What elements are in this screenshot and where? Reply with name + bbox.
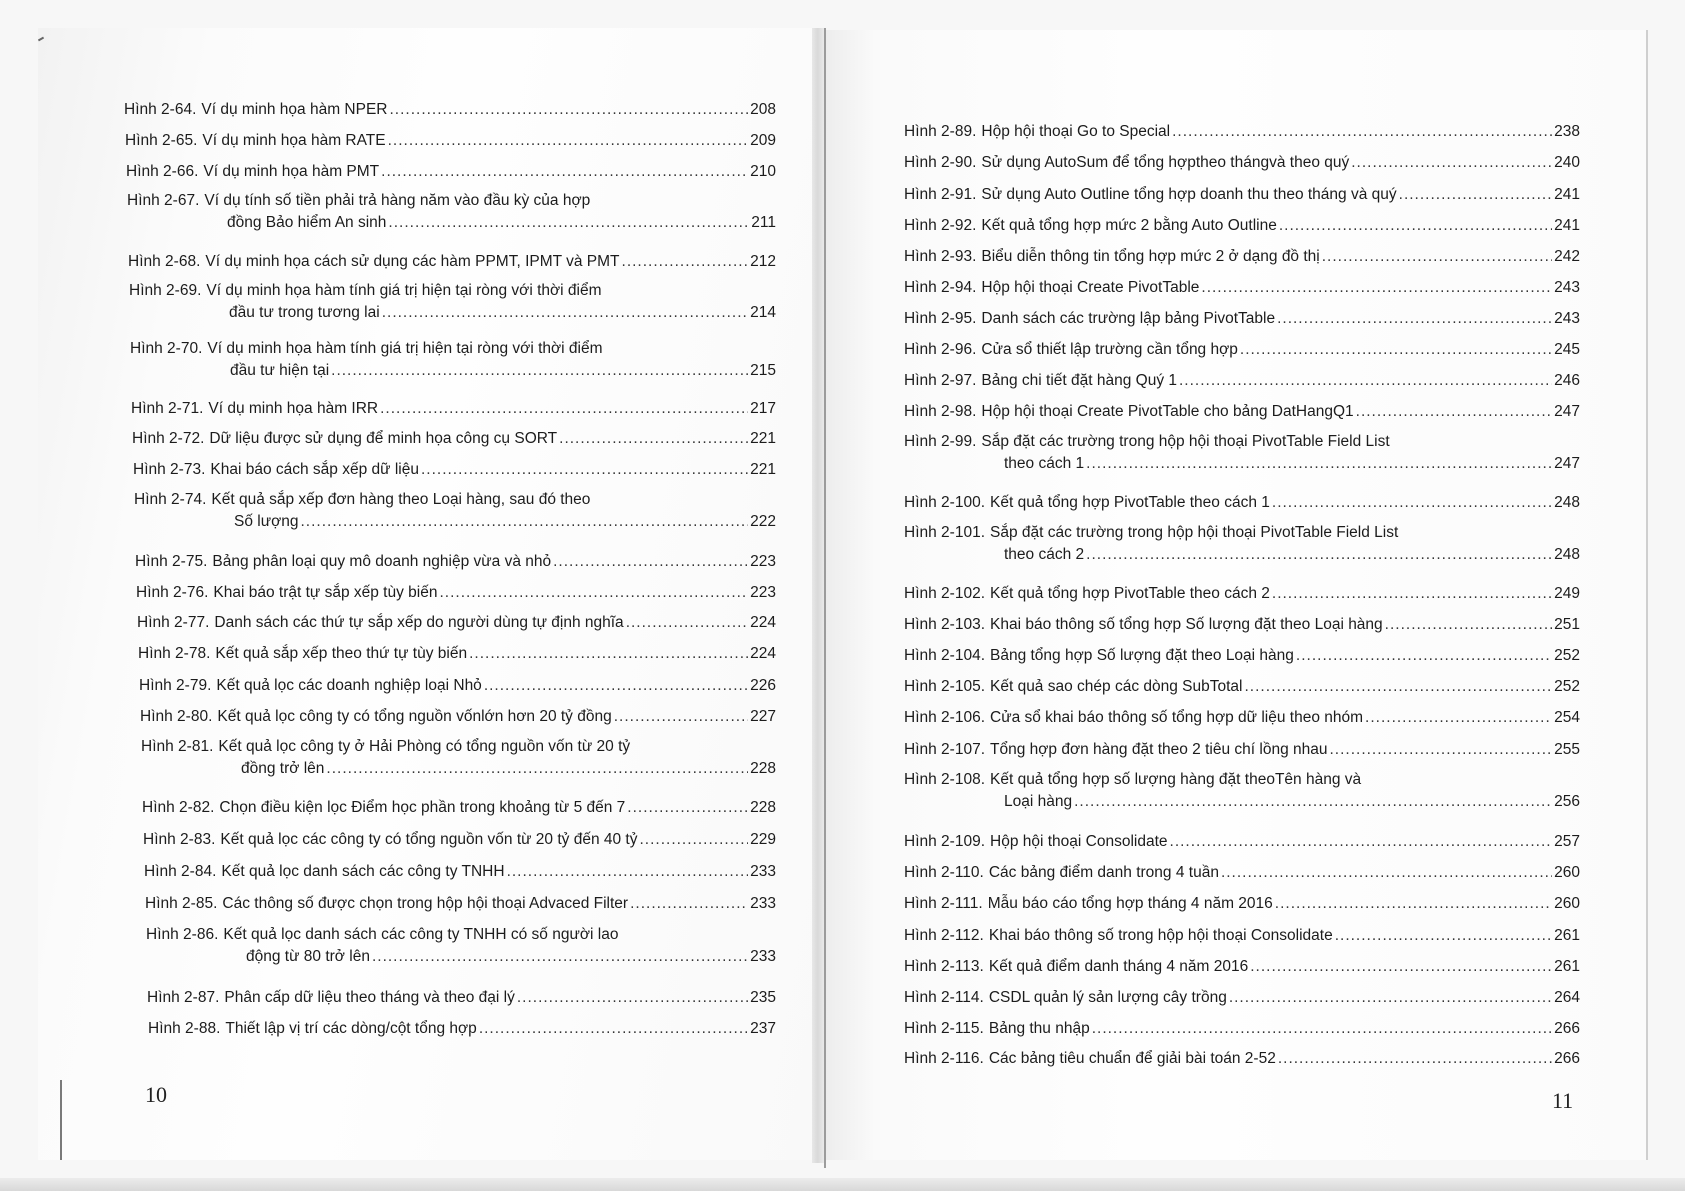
figure-caption: Tổng hợp đơn hàng đặt theo 2 tiêu chí lồng nhau — [990, 741, 1328, 758]
figure-caption: Bảng phân loại quy mô doanh nghiệp vừa và nhỏ — [212, 553, 552, 570]
page-reference: 266 — [1554, 1050, 1580, 1067]
page-reference: 221 — [750, 430, 776, 447]
figure-caption-continued: Số lượng — [234, 513, 299, 530]
right-toc-entry — [904, 1048, 1580, 1070]
figure-caption: Kết quả tổng hợp PivotTable theo cách 2 — [990, 585, 1270, 602]
figure-caption: Kết quả sao chép các dòng SubTotal — [990, 678, 1243, 695]
figure-number: Hình 2-74. — [134, 491, 207, 508]
leader-dots — [1296, 645, 1552, 667]
figure-caption: Hộp hội thoại Create PivotTable cho bảng DatHangQ1 — [981, 403, 1354, 420]
leader-dots — [388, 212, 749, 234]
gutter-line — [824, 28, 826, 1168]
right-toc-entry — [904, 121, 1580, 143]
leader-dots — [1279, 215, 1552, 237]
figure-number: Hình 2-67. — [127, 192, 200, 209]
right-toc-entry — [904, 676, 1580, 698]
page-reference: 229 — [750, 831, 776, 848]
figure-caption-continued: đồng trở lên — [241, 760, 325, 777]
figure-caption: Sử dụng Auto Outline tổng hợp doanh thu theo tháng và quý — [981, 186, 1397, 203]
figure-number: Hình 2-77. — [137, 614, 210, 631]
right-toc-entry — [904, 583, 1580, 605]
figure-caption: Kết quả tổng hợp mức 2 bằng Auto Outline — [981, 217, 1277, 234]
left-toc-entry — [131, 398, 776, 420]
right-page-edge — [1646, 30, 1648, 1160]
figure-number: Hình 2-109. — [904, 833, 985, 850]
leader-dots — [517, 987, 748, 1009]
left-toc-entry — [124, 99, 776, 121]
figure-number: Hình 2-111. — [904, 895, 983, 912]
leader-dots — [1278, 1048, 1552, 1070]
figure-caption: Kết quả lọc danh sách các công ty TNHH có số người lao — [223, 926, 619, 943]
left-toc-entry — [146, 924, 776, 968]
page-reference: 228 — [750, 760, 776, 777]
right-toc-entry — [904, 769, 1580, 813]
page-reference: 217 — [750, 400, 776, 417]
right-toc-entry — [904, 739, 1580, 761]
leader-dots — [1322, 246, 1552, 268]
page-reference: 212 — [750, 253, 776, 270]
page-reference: 242 — [1554, 248, 1580, 265]
page-reference: 261 — [1554, 927, 1580, 944]
leader-dots — [622, 251, 749, 273]
left-toc-entry — [143, 829, 776, 851]
right-toc-entry — [904, 1018, 1580, 1040]
leader-dots — [1179, 370, 1552, 392]
leader-dots — [331, 360, 748, 382]
leader-dots — [1272, 492, 1552, 514]
leader-dots — [301, 511, 749, 533]
figure-number: Hình 2-88. — [148, 1020, 221, 1037]
figure-caption: Kết quả lọc các doanh nghiệp loại Nhỏ — [216, 677, 482, 694]
right-toc-entry — [904, 831, 1580, 853]
left-toc-entry — [133, 459, 776, 481]
page-reference: 252 — [1554, 647, 1580, 664]
page-reference: 260 — [1554, 864, 1580, 881]
figure-caption: Ví dụ minh họa hàm tính giá trị hiện tại ròng với thời điểm — [206, 282, 602, 299]
page-reference: 214 — [750, 304, 776, 321]
leader-dots — [553, 551, 748, 573]
right-toc-entry — [904, 492, 1580, 514]
figure-number: Hình 2-115. — [904, 1020, 984, 1037]
figure-number: Hình 2-97. — [904, 372, 977, 389]
left-toc-entry — [130, 338, 776, 382]
page-reference: 223 — [750, 553, 776, 570]
page-reference: 215 — [750, 362, 776, 379]
left-toc-entry — [134, 489, 776, 533]
page-reference: 241 — [1554, 217, 1580, 234]
figure-number: Hình 2-94. — [904, 279, 977, 296]
figure-caption-continued: động từ 80 trở lên — [246, 948, 370, 965]
leader-dots — [479, 1018, 748, 1040]
right-toc-entry — [904, 614, 1580, 636]
left-toc-entry — [138, 643, 776, 665]
page-reference: 221 — [750, 461, 776, 478]
right-toc-entry — [904, 246, 1580, 268]
leader-dots — [627, 797, 748, 819]
leader-dots — [439, 582, 748, 604]
page-reference: 245 — [1554, 341, 1580, 358]
right-toc-entry — [904, 645, 1580, 667]
figure-number: Hình 2-68. — [128, 253, 201, 270]
leader-dots — [1385, 614, 1552, 636]
figure-number: Hình 2-87. — [147, 989, 220, 1006]
leader-dots — [469, 643, 748, 665]
page-reference: 261 — [1554, 958, 1580, 975]
page-reference: 233 — [750, 895, 776, 912]
leader-dots — [559, 428, 748, 450]
figure-caption: Kết quả sắp xếp theo thứ tự tùy biến — [215, 645, 468, 662]
figure-number: Hình 2-93. — [904, 248, 977, 265]
page-reference: 233 — [750, 863, 776, 880]
right-toc-entry — [904, 987, 1580, 1009]
right-toc-entry — [904, 277, 1580, 299]
figure-number: Hình 2-113. — [904, 958, 984, 975]
figure-caption: Hộp hội thoại Consolidate — [990, 833, 1168, 850]
bottom-scan-strip — [0, 1178, 1685, 1191]
leader-dots — [1329, 739, 1552, 761]
figure-number: Hình 2-90. — [904, 154, 977, 171]
figure-caption: Các bảng tiêu chuẩn để giải bài toán 2-52 — [988, 1050, 1276, 1067]
page-reference: 209 — [750, 132, 776, 149]
left-toc-entry — [139, 675, 776, 697]
page-reference: 211 — [751, 214, 776, 231]
figure-number: Hình 2-107. — [904, 741, 985, 758]
figure-number: Hình 2-84. — [144, 863, 217, 880]
left-toc-entry — [132, 428, 776, 450]
right-toc-entry — [904, 401, 1580, 423]
figure-number: Hình 2-102. — [904, 585, 985, 602]
figure-caption: Ví dụ minh họa cách sử dụng các hàm PPMT, IPMT và PMT — [205, 253, 620, 270]
page-reference: 208 — [750, 101, 776, 118]
leader-dots — [1240, 339, 1552, 361]
figure-caption: Biểu diễn thông tin tổng hợp mức 2 ở dạng đồ thị — [981, 248, 1320, 265]
left-toc-entry — [144, 861, 776, 883]
figure-number: Hình 2-103. — [904, 616, 985, 633]
right-toc-entry — [904, 862, 1580, 884]
figure-number: Hình 2-66. — [126, 163, 199, 180]
figure-caption: Ví dụ tính số tiền phải trả hàng năm vào đầu kỳ của hợp — [204, 192, 591, 209]
page-reference: 260 — [1554, 895, 1580, 912]
right-toc-entry — [904, 522, 1580, 566]
figure-caption: Cửa sổ thiết lập trường cần tổng hợp — [981, 341, 1238, 358]
figure-caption: Kết quả tổng hợp PivotTable theo cách 1 — [990, 494, 1270, 511]
page-reference: 243 — [1554, 310, 1580, 327]
figure-caption: Ví dụ minh họa hàm RATE — [202, 132, 386, 149]
right-page-number: 11 — [1552, 1088, 1574, 1113]
right-toc-entry — [904, 339, 1580, 361]
figure-number: Hình 2-71. — [131, 400, 204, 417]
figure-number: Hình 2-79. — [139, 677, 212, 694]
leader-dots — [1201, 277, 1552, 299]
leader-dots — [639, 829, 748, 851]
figure-number: Hình 2-105. — [904, 678, 985, 695]
leader-dots — [372, 946, 748, 968]
left-edge-mark — [60, 1080, 62, 1160]
figure-number: Hình 2-95. — [904, 310, 977, 327]
figure-number: Hình 2-99. — [904, 433, 977, 450]
left-toc-entry — [125, 130, 776, 152]
figure-caption: Khai báo thông số trong hộp hội thoại Consolidate — [988, 927, 1333, 944]
leader-dots — [1221, 862, 1552, 884]
figure-caption: Khai báo thông số tổng hợp Số lượng đặt theo Loại hàng — [990, 616, 1383, 633]
figure-caption: Khai báo trật tự sắp xếp tùy biến — [213, 584, 438, 601]
leader-dots — [382, 302, 748, 324]
figure-number: Hình 2-114. — [904, 989, 984, 1006]
figure-number: Hình 2-86. — [146, 926, 219, 943]
figure-number: Hình 2-101. — [904, 524, 985, 541]
leader-dots — [630, 893, 748, 915]
figure-number: Hình 2-72. — [132, 430, 205, 447]
right-toc-entry — [904, 925, 1580, 947]
left-toc-entry — [127, 190, 776, 234]
figure-caption: Ví dụ minh họa hàm PMT — [203, 163, 380, 180]
page-reference: 247 — [1554, 455, 1580, 472]
figure-caption-continued: đầu tư hiện tại — [230, 362, 330, 379]
figure-caption: Cửa sổ khai báo thông số tổng hợp dữ liệu theo nhóm — [990, 709, 1364, 726]
leader-dots — [326, 758, 748, 780]
figure-number: Hình 2-73. — [133, 461, 206, 478]
figure-number: Hình 2-104. — [904, 647, 985, 664]
page-reference: 255 — [1554, 741, 1580, 758]
figure-number: Hình 2-81. — [141, 738, 214, 755]
page-reference: 248 — [1554, 546, 1580, 563]
leader-dots — [1356, 401, 1552, 423]
figure-caption: Hộp hội thoại Create PivotTable — [981, 279, 1200, 296]
leader-dots — [1275, 893, 1552, 915]
figure-caption: Hộp hội thoại Go to Special — [981, 123, 1171, 140]
left-page-number: 10 — [145, 1082, 167, 1107]
left-toc-entry — [126, 161, 776, 183]
figure-number: Hình 2-112. — [904, 927, 984, 944]
figure-number: Hình 2-78. — [138, 645, 211, 662]
leader-dots — [1086, 453, 1552, 475]
page-reference: 266 — [1554, 1020, 1580, 1037]
page-reference: 210 — [750, 163, 776, 180]
leader-dots — [1245, 676, 1553, 698]
leader-dots — [1250, 956, 1552, 978]
right-toc-entry — [904, 308, 1580, 330]
left-toc-entry — [142, 797, 776, 819]
leader-dots — [1399, 184, 1552, 206]
figure-number: Hình 2-98. — [904, 403, 977, 420]
leader-dots — [1092, 1018, 1552, 1040]
leader-dots — [1229, 987, 1552, 1009]
leader-dots — [484, 675, 748, 697]
page-reference: 227 — [750, 708, 776, 725]
right-toc-entry — [904, 956, 1580, 978]
page-reference: 233 — [750, 948, 776, 965]
page-reference: 249 — [1554, 585, 1580, 602]
figure-caption: Các thông số được chọn trong hộp hội thoại Advaced Filter — [222, 895, 629, 912]
figure-number: Hình 2-76. — [136, 584, 209, 601]
page-reference: 226 — [750, 677, 776, 694]
page-reference: 251 — [1554, 616, 1580, 633]
left-toc-entry — [128, 251, 776, 273]
leader-dots — [626, 612, 748, 634]
page-reference: 228 — [750, 799, 776, 816]
figure-caption: Dữ liệu được sử dụng để minh họa công cụ SORT — [209, 430, 558, 447]
right-toc-entry — [904, 370, 1580, 392]
page-reference: 238 — [1554, 123, 1580, 140]
figure-number: Hình 2-80. — [140, 708, 213, 725]
figure-number: Hình 2-65. — [125, 132, 198, 149]
page-reference: 257 — [1554, 833, 1580, 850]
right-toc-entry — [904, 431, 1580, 475]
left-toc-entry — [141, 736, 776, 780]
figure-caption: Sắp đặt các trường trong hộp hội thoại PivotTable Field List — [990, 524, 1399, 541]
figure-number: Hình 2-100. — [904, 494, 985, 511]
figure-caption: Kết quả sắp xếp đơn hàng theo Loại hàng, sau đó theo — [211, 491, 591, 508]
figure-caption: Bảng thu nhập — [988, 1020, 1090, 1037]
leader-dots — [1351, 152, 1552, 174]
figure-caption-continued: đầu tư trong tương lai — [229, 304, 380, 321]
figure-number: Hình 2-82. — [142, 799, 215, 816]
page-reference: 240 — [1554, 154, 1580, 171]
figure-caption-continued: theo cách 2 — [1004, 546, 1085, 563]
page-reference: 235 — [750, 989, 776, 1006]
figure-caption: Danh sách các trường lập bảng PivotTable — [981, 310, 1276, 327]
figure-caption: Bảng chi tiết đặt hàng Quý 1 — [981, 372, 1177, 389]
figure-number: Hình 2-106. — [904, 709, 985, 726]
left-toc-entry — [137, 612, 776, 634]
page-reference: 248 — [1554, 494, 1580, 511]
page-reference: 254 — [1554, 709, 1580, 726]
figure-caption: Ví dụ minh họa hàm tính giá trị hiện tại ròng với thời điểm — [207, 340, 603, 357]
figure-caption: Các bảng điểm danh trong 4 tuần — [988, 864, 1219, 881]
figure-caption: Ví dụ minh họa hàm IRR — [208, 400, 379, 417]
figure-caption: CSDL quản lý sản lượng cây trồng — [988, 989, 1227, 1006]
figure-caption: Danh sách các thứ tự sắp xếp do người dùng tự định nghĩa — [214, 614, 624, 631]
page-reference: 252 — [1554, 678, 1580, 695]
leader-dots — [388, 130, 749, 152]
figure-number: Hình 2-96. — [904, 341, 977, 358]
figure-caption: Kết quả lọc công ty có tổng nguồn vốnlớn hơn 20 tỷ đồng — [217, 708, 612, 725]
page-reference: 256 — [1554, 793, 1580, 810]
figure-number: Hình 2-83. — [143, 831, 216, 848]
figure-caption: Mẫu báo cáo tổng hợp tháng 4 năm 2016 — [987, 895, 1273, 912]
figure-number: Hình 2-108. — [904, 771, 985, 788]
leader-dots — [1172, 121, 1552, 143]
page-reference: 237 — [750, 1020, 776, 1037]
left-toc-entry — [140, 706, 776, 728]
page-reference: 243 — [1554, 279, 1580, 296]
figure-caption-continued: Loại hàng — [1004, 793, 1073, 810]
left-toc-entry — [136, 582, 776, 604]
figure-number: Hình 2-69. — [129, 282, 202, 299]
page-reference: 223 — [750, 584, 776, 601]
figure-caption: Khai báo cách sắp xếp dữ liệu — [210, 461, 419, 478]
leader-dots — [1074, 791, 1552, 813]
figure-number: Hình 2-75. — [135, 553, 208, 570]
figure-caption: Thiết lập vị trí các dòng/cột tổng hợp — [225, 1020, 477, 1037]
leader-dots — [1365, 707, 1552, 729]
figure-caption: Kết quả lọc danh sách các công ty TNHH — [221, 863, 505, 880]
leader-dots — [380, 398, 748, 420]
page-reference: 224 — [750, 645, 776, 662]
figure-number: Hình 2-70. — [130, 340, 203, 357]
figure-caption: Ví dụ minh họa hàm NPER — [201, 101, 388, 118]
right-toc-entry — [904, 893, 1580, 915]
figure-caption: Kết quả lọc các công ty có tổng nguồn vốn từ 20 tỷ đến 40 tỷ — [220, 831, 638, 848]
left-toc-entry — [147, 987, 776, 1009]
left-toc-entry — [129, 280, 776, 324]
figure-number: Hình 2-110. — [904, 864, 984, 881]
right-toc-entry — [904, 184, 1580, 206]
figure-number: Hình 2-92. — [904, 217, 977, 234]
figure-caption: Sắp đặt các trường trong hộp hội thoại PivotTable Field List — [981, 433, 1390, 450]
figure-number: Hình 2-64. — [124, 101, 197, 118]
figure-number: Hình 2-89. — [904, 123, 977, 140]
figure-caption: Kết quả tổng hợp số lượng hàng đặt theoTên hàng và — [990, 771, 1362, 788]
page-reference: 224 — [750, 614, 776, 631]
leader-dots — [381, 161, 748, 183]
figure-caption-continued: theo cách 1 — [1004, 455, 1085, 472]
leader-dots — [421, 459, 748, 481]
figure-number: Hình 2-91. — [904, 186, 977, 203]
right-toc-entry — [904, 707, 1580, 729]
page-reference: 264 — [1554, 989, 1580, 1006]
leader-dots — [507, 861, 749, 883]
leader-dots — [389, 99, 748, 121]
page-reference: 241 — [1554, 186, 1580, 203]
figure-number: Hình 2-116. — [904, 1050, 984, 1067]
right-toc-entry — [904, 215, 1580, 237]
right-toc-entry — [904, 152, 1580, 174]
left-toc-entry — [145, 893, 776, 915]
leader-dots — [614, 706, 748, 728]
left-toc-entry — [135, 551, 776, 573]
page-reference: 247 — [1554, 403, 1580, 420]
figure-number: Hình 2-85. — [145, 895, 218, 912]
figure-caption: Phân cấp dữ liệu theo tháng và theo đại lý — [224, 989, 515, 1006]
figure-caption: Kết quả điểm danh tháng 4 năm 2016 — [988, 958, 1249, 975]
leader-dots — [1277, 308, 1552, 330]
figure-caption: Kết quả lọc công ty ở Hải Phòng có tổng nguồn vốn từ 20 tỷ — [218, 738, 631, 755]
figure-caption: Sử dụng AutoSum để tổng hợptheo thángvà theo quý — [981, 154, 1350, 171]
figure-caption-continued: đồng Bảo hiểm An sinh — [227, 214, 387, 231]
leader-dots — [1086, 544, 1552, 566]
page-reference: 246 — [1554, 372, 1580, 389]
leader-dots — [1272, 583, 1552, 605]
leader-dots — [1170, 831, 1553, 853]
left-toc-entry — [148, 1018, 776, 1040]
figure-caption: Bảng tổng hợp Số lượng đặt theo Loại hàng — [990, 647, 1294, 664]
page-reference: 222 — [750, 513, 776, 530]
figure-caption: Chọn điều kiện lọc Điểm học phần trong khoảng từ 5 đến 7 — [219, 799, 626, 816]
leader-dots — [1335, 925, 1552, 947]
